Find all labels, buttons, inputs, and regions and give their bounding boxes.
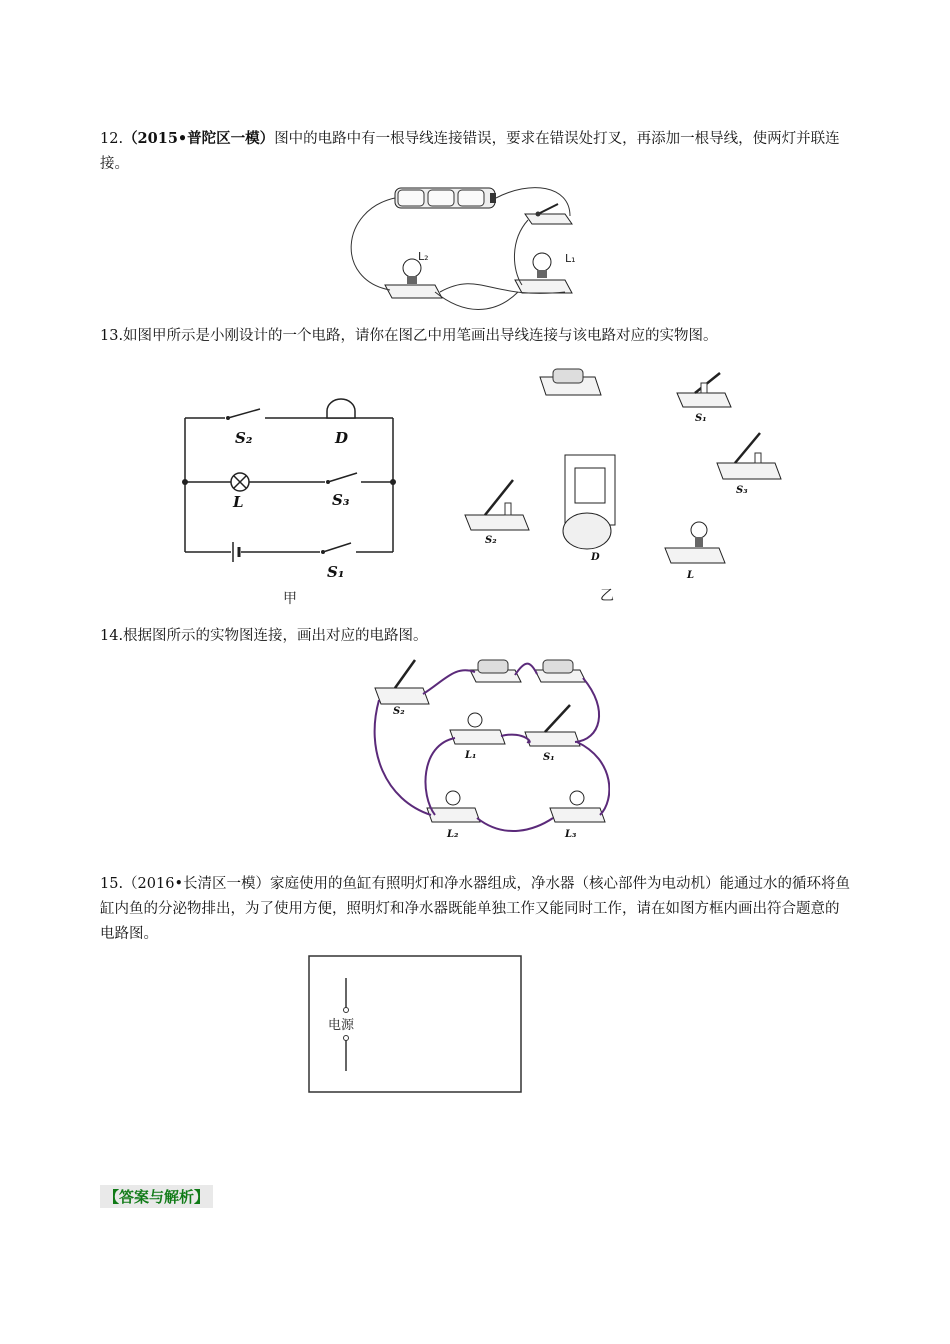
lamp-symbol: [231, 473, 249, 491]
lamp-l2: [385, 259, 442, 298]
q14-s1-label: S₁: [543, 752, 555, 763]
q12-source: （2015•普陀区一模）: [123, 130, 275, 147]
s3-label: S₃: [332, 491, 350, 509]
caption-yi: 乙: [600, 588, 614, 604]
bell-symbol: [327, 399, 355, 418]
s1-label: S₁: [327, 563, 345, 581]
l1-lamp-base: [450, 730, 505, 744]
q15-answer-box: [306, 953, 524, 1095]
real-l-label: L: [687, 570, 695, 581]
real-s3-label: S₃: [736, 485, 748, 496]
battery-holder: [540, 369, 601, 395]
switch: [525, 204, 572, 224]
s2-label: S₂: [235, 429, 253, 447]
real-s1-switch: [677, 373, 731, 407]
real-s3-switch: [717, 433, 781, 479]
battery-pack: [395, 188, 496, 208]
answer-heading: 【答案与解析】: [100, 1185, 213, 1208]
q12-number: 12.: [100, 131, 124, 147]
q14-l1-label: L₁: [465, 750, 477, 761]
real-lamp: [665, 522, 725, 563]
power-source-label: 电源: [328, 1018, 355, 1033]
question-13: 13.如图甲所示是小刚设计的一个电路，请你在图乙中用笔画出导线连接与该电路对应的实物图。: [100, 328, 718, 344]
q12-figure: [340, 180, 620, 320]
s1-switch-symbol: [320, 543, 356, 557]
q13-circuit-diagram: [165, 385, 425, 610]
battery-symbol: [231, 542, 241, 562]
d-label: D: [335, 429, 349, 447]
caption-jia: 甲: [283, 591, 297, 607]
s2-switch-symbol: [225, 409, 265, 423]
s2-switch-base: [375, 688, 429, 704]
lamp-l1: [515, 253, 572, 293]
l3-lamp-base: [550, 808, 605, 822]
real-s1-label: S₁: [695, 413, 707, 424]
q13-real-components: [455, 355, 800, 610]
s3-switch-symbol: [325, 473, 361, 487]
q12-l2-label: L₂: [418, 250, 429, 263]
question-12: [100, 126, 850, 177]
question-14: 14.根据图所示的实物图连接，画出对应的电路图。: [100, 628, 428, 644]
real-d-label: D: [591, 552, 600, 563]
q12-l1-label: L₁: [565, 252, 576, 265]
question-15: 15.（2016•长清区一模）家庭使用的鱼缸有照明灯和净水器组成，净水器（核心部件为电动机）能通过水的循环将鱼缸内鱼的分泌物排出，为了使用方便，照明灯和净水器既能单独工作又能同时工作，请在如图方框内画出符合题意的电路图。: [100, 876, 851, 942]
q14-s2-label: S₂: [393, 706, 405, 717]
real-bell: [563, 455, 615, 549]
real-s2-switch: [465, 480, 529, 530]
s1-switch-base: [525, 732, 580, 746]
q12-text: 图中的电路中有一根导线连接错误，要求在错误处打叉，再添加一根导线，使两灯并联连接。: [100, 131, 840, 172]
q14-figure: [365, 650, 610, 850]
q14-l3-label: L₃: [565, 829, 577, 840]
q14-l2-label: L₂: [447, 829, 459, 840]
l-label: L: [233, 493, 244, 511]
real-s2-label: S₂: [485, 535, 497, 546]
